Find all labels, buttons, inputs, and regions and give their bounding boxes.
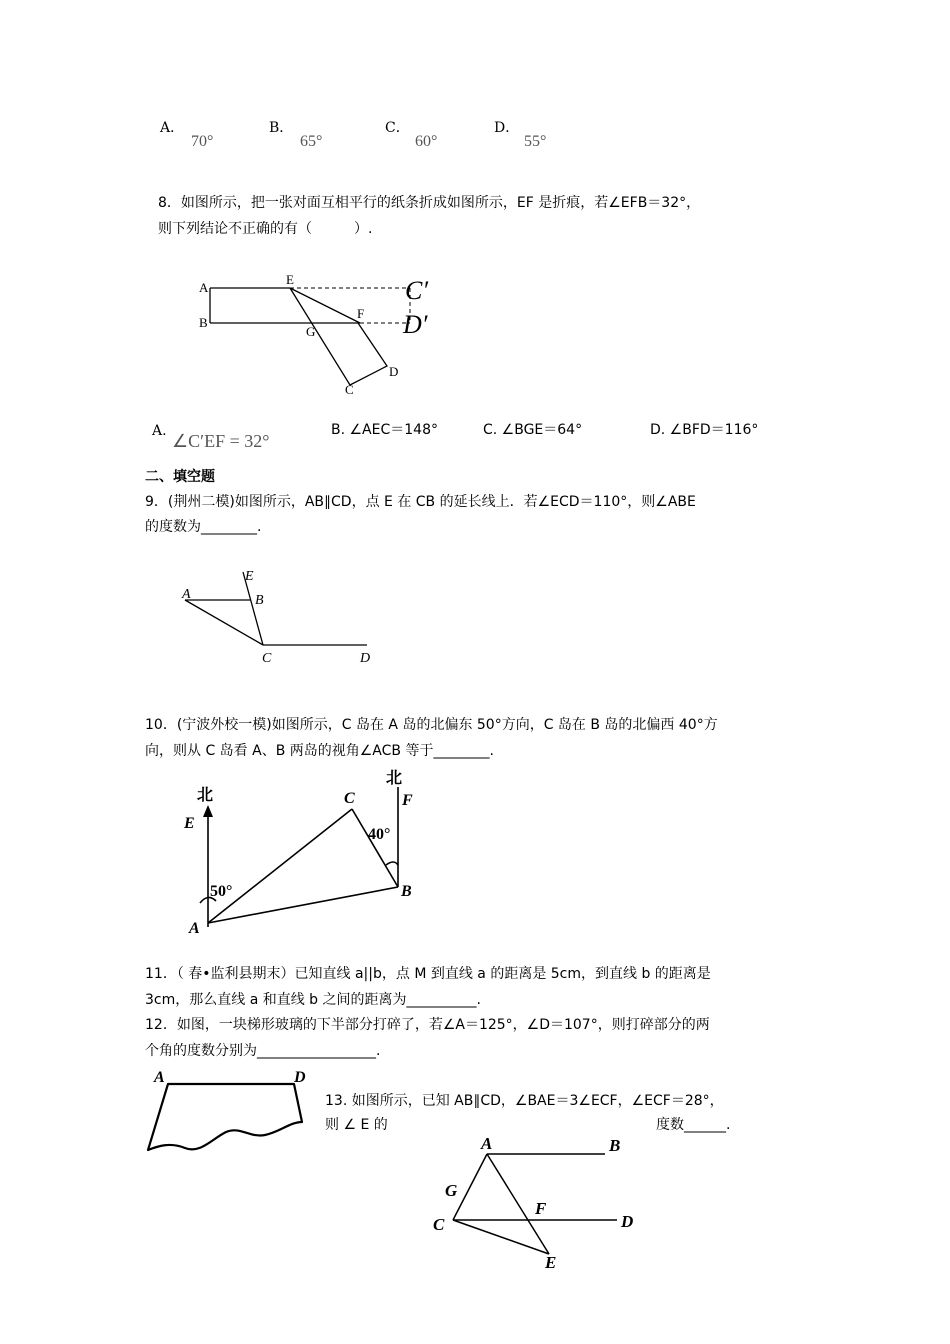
q10-text-line1: 10．(宁波外校一模)如图所示，C 岛在 A 岛的北偏东 50°方向，C 岛在 B 岛的北偏西 40°方 [145, 717, 718, 733]
q8-option-a-label: A. [152, 423, 167, 439]
q10-label-c: C [344, 790, 355, 807]
q8-label-d-prime: D′ [403, 310, 428, 339]
q8-figure [190, 270, 450, 400]
q7-option-b-value: 65° [300, 133, 323, 150]
q7-option-c-label: C． [385, 120, 410, 136]
q10-label-f: F [402, 792, 413, 809]
q8-option-d: D. ∠BFD＝116° [650, 422, 759, 438]
q13-label-b: B [609, 1136, 621, 1155]
q9-label-e: E [245, 569, 254, 584]
q7-option-b-label: B． [269, 120, 294, 136]
q9-label-c: C [262, 651, 272, 666]
q12-text-line2: 个角的度数分别为_________________. [145, 1043, 381, 1059]
q10-label-b: B [401, 883, 412, 900]
section-title: 二、填空题 [145, 469, 215, 485]
q11-text-line1: 11．（ 春•监利县期末）已知直线 a||b，点 M 到直线 a 的距离是 5cm，到直线 b 的距离是 [145, 966, 711, 982]
q8-label-c: C [345, 382, 354, 397]
q10-label-e: E [184, 815, 195, 832]
q12-label-d: D [294, 1069, 306, 1086]
q8-label-b: B [199, 315, 208, 330]
q10-figure [180, 765, 430, 945]
q8-option-b: B. ∠AEC＝148° [331, 422, 438, 438]
q8-option-c: C. ∠BGE＝64° [483, 422, 583, 438]
q10-label-angle-40: 40° [368, 826, 391, 843]
q7-option-d-label: D． [494, 120, 520, 136]
q10-text-line2: 向，则从 C 岛看 A、B 两岛的视角∠ACB 等于________. [145, 743, 494, 759]
q9-label-b: B [255, 593, 264, 608]
q13-figure [425, 1130, 655, 1270]
q13-label-e: E [545, 1253, 557, 1270]
q12-text-line1: 12．如图，一块梯形玻璃的下半部分打碎了，若∠A＝125°，∠D＝107°，则打碎部分的两 [145, 1017, 710, 1033]
q10-label-north-a: 北 [197, 787, 214, 804]
q7-option-a-value: 70° [191, 133, 214, 150]
q8-label-g: G [306, 324, 316, 339]
q8-text-line1: 8．如图所示，把一张对面互相平行的纸条折成如图所示，EF 是折痕，若∠EFB＝32°， [158, 195, 701, 211]
q7-option-d-value: 55° [524, 133, 547, 150]
q13-label-a: A [481, 1134, 493, 1153]
q9-label-a: A [182, 587, 191, 602]
q10-label-a: A [189, 920, 200, 937]
q13-text-line2a: 则 ∠ E 的 [325, 1117, 388, 1133]
q11-text-line2: 3cm，那么直线 a 和直线 b 之间的距离为__________. [145, 992, 481, 1008]
q9-text-line2: 的度数为________. [145, 519, 262, 535]
q7-option-a-label: A． [160, 120, 185, 136]
q12-figure [140, 1062, 320, 1162]
q13-label-c: C [433, 1215, 445, 1234]
q9-text-line1: 9．(荆州二模)如图所示，AB∥CD，点 E 在 CB 的延长线上．若∠ECD＝110°，则∠ABE [145, 494, 696, 510]
q10-label-angle-50: 50° [210, 883, 233, 900]
q9-figure [175, 560, 395, 670]
q13-label-g: G [445, 1181, 458, 1200]
q13-text-line2b: 度数______. [656, 1117, 731, 1133]
q13-label-f: F [535, 1199, 547, 1218]
q7-option-c-value: 60° [415, 133, 438, 150]
q8-label-a: A [199, 280, 209, 295]
q8-text-line2: 则下列结论不正确的有（ ）. [158, 221, 373, 237]
q13-label-d: D [621, 1212, 634, 1231]
q8-label-e: E [286, 272, 294, 287]
q12-label-a: A [154, 1069, 165, 1086]
q8-label-c-prime: C′ [405, 276, 429, 305]
q8-label-f: F [357, 306, 365, 321]
q8-label-d: D [389, 364, 399, 379]
q10-label-north-b: 北 [386, 770, 403, 787]
q8-option-a-value: ∠C′EF = 32° [172, 431, 270, 451]
q13-text-line1: 13. 如图所示，已知 AB∥CD，∠BAE＝3∠ECF，∠ECF＝28°， [325, 1093, 724, 1109]
q9-label-d: D [360, 651, 371, 666]
